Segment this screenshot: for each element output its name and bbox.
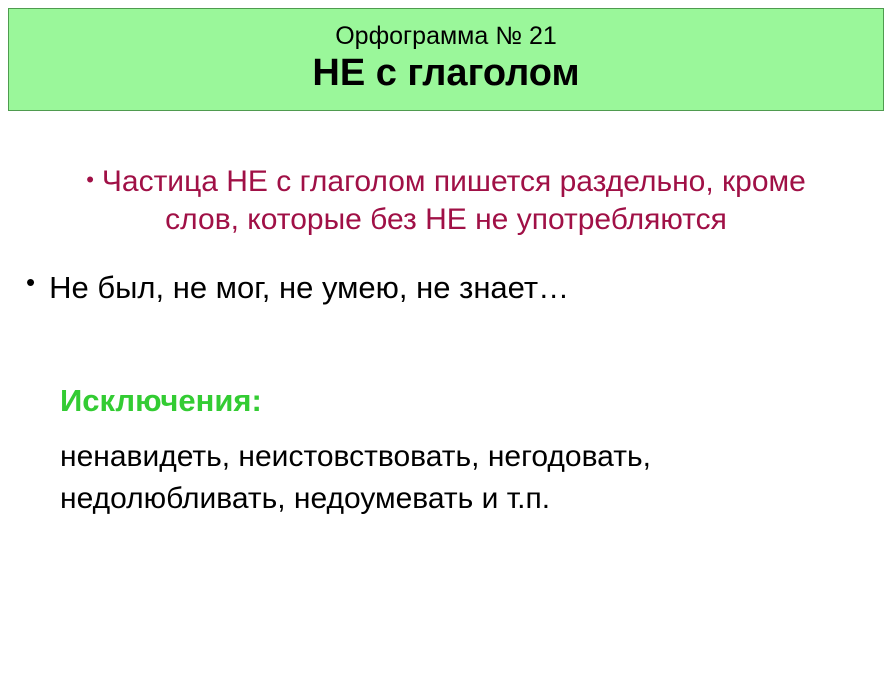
exceptions-text: ненавидеть, неистовствовать, негодовать, недолюбливать, недоумевать и т.п. (60, 439, 651, 516)
exceptions-heading: Исключения: (60, 383, 262, 419)
title-banner (8, 8, 884, 111)
examples-text: Не был, не мог, не умею, не знает… (49, 270, 570, 306)
slide-body (0, 118, 892, 521)
examples-list-item (0, 269, 892, 306)
rule-text: Частица НЕ с глаголом пишется раздельно, кроме слов, которые без НЕ не употребляются (101, 165, 806, 237)
bullet-icon: • (26, 267, 36, 298)
orthogram-number: Орфограмма № 21 (335, 22, 557, 50)
page-title: НЕ с глаголом (312, 52, 580, 95)
bullet-icon: • (86, 167, 94, 193)
rule-statement (0, 163, 892, 239)
